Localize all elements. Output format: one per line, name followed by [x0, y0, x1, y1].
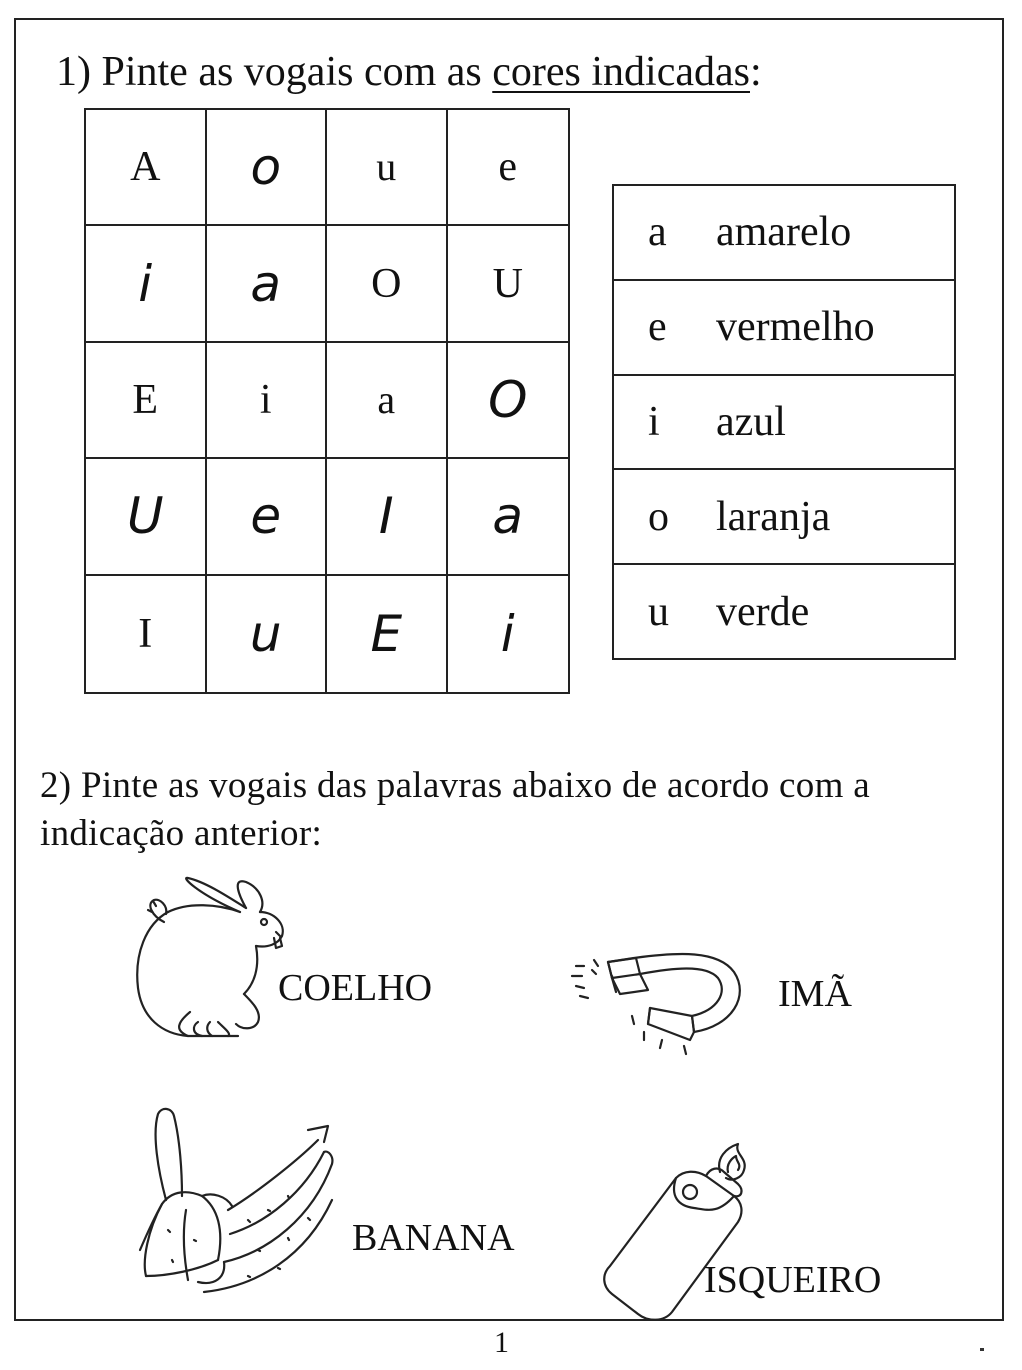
grid-cell[interactable]: e [448, 110, 569, 226]
grid-cell[interactable]: E [327, 576, 448, 692]
question-1-title [56, 48, 762, 96]
word-ima: IMÃ [778, 973, 852, 1015]
grid-cell[interactable]: a [327, 343, 448, 459]
grid-cell[interactable]: i [207, 343, 328, 459]
grid-cell[interactable]: i [500, 604, 515, 663]
rabbit-icon [128, 872, 288, 1050]
grid-cell[interactable]: I [86, 576, 207, 692]
legend-row-i [614, 376, 954, 471]
word-banana: BANANA [352, 1217, 515, 1259]
magnet-icon [568, 924, 754, 1064]
legend-color: vermelho [716, 304, 875, 351]
word-isqueiro: ISQUEIRO [704, 1259, 882, 1301]
grid-cell[interactable]: U [86, 459, 207, 575]
banana-icon [128, 1100, 340, 1300]
grid-cell[interactable]: a [207, 226, 328, 342]
grid-cell[interactable]: u [327, 110, 448, 226]
legend-vowel: o [648, 493, 669, 540]
legend-vowel: i [648, 398, 660, 445]
vowel-letter-grid [84, 108, 570, 694]
question-1-prefix: 1) Pinte as vogais com as [56, 49, 493, 95]
color-legend-table [612, 184, 956, 660]
word-coelho: COELHO [278, 967, 433, 1009]
legend-color: laranja [716, 493, 831, 540]
legend-color: amarelo [716, 209, 852, 256]
grid-cell[interactable]: e [207, 459, 328, 575]
legend-vowel: u [648, 588, 669, 635]
question-1-suffix: : [750, 49, 762, 95]
grid-cell[interactable]: I [327, 459, 448, 575]
grid-cell[interactable]: u [207, 576, 328, 692]
grid-cell[interactable]: U [448, 226, 569, 342]
legend-row-a [614, 186, 954, 281]
legend-color: azul [716, 398, 786, 445]
page-number: 1 [494, 1326, 509, 1359]
legend-vowel: a [648, 209, 667, 256]
grid-cell[interactable]: A [86, 110, 207, 226]
grid-cell[interactable]: o [207, 110, 328, 226]
grid-cell[interactable]: O [448, 343, 569, 459]
grid-cell[interactable]: i [86, 226, 207, 342]
grid-cell[interactable]: O [327, 226, 448, 342]
legend-color: verde [716, 588, 810, 635]
grid-cell[interactable]: a [448, 459, 569, 575]
grid-cell[interactable]: E [86, 343, 207, 459]
legend-row-u [614, 565, 954, 658]
question-2-text: 2) Pinte as vogais das palavras abaixo de acordo com a indicação anterior: [40, 765, 870, 854]
question-1-underlined: cores indicadas [492, 49, 750, 95]
legend-row-e [614, 281, 954, 376]
legend-row-o [614, 470, 954, 565]
scan-speck [980, 1348, 984, 1351]
legend-vowel: e [648, 304, 667, 351]
